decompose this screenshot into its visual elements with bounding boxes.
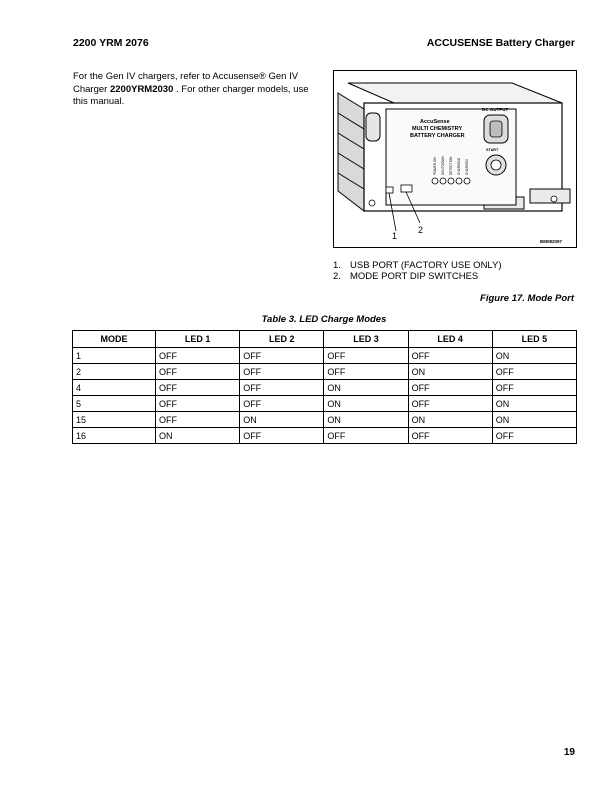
cell-led-4: OFF [408, 428, 492, 444]
led-3 [448, 178, 454, 184]
cell-led-4: OFF [408, 380, 492, 396]
col-header-mode: MODE [73, 331, 156, 348]
cell-mode: 5 [73, 396, 156, 412]
legend-item [333, 271, 502, 282]
cell-led-2: ON [240, 412, 324, 428]
cell-mode: 2 [73, 364, 156, 380]
legend-item [333, 260, 502, 271]
screw-right [551, 196, 557, 202]
cell-mode: 4 [73, 380, 156, 396]
led-5 [464, 178, 470, 184]
table-header-row [73, 331, 577, 348]
led-4 [456, 178, 462, 184]
cell-led-3: OFF [324, 364, 408, 380]
figure-legend [333, 260, 502, 282]
intro-text-before: For the Gen IV chargers, refer to Accusense® Gen IV Charger [73, 71, 299, 95]
cell-led-3: OFF [324, 348, 408, 364]
cell-led-3: ON [324, 412, 408, 428]
dip-switch-port [401, 185, 412, 192]
led-label-charging: CHARGING [457, 157, 461, 175]
cell-led-3: OFF [324, 428, 408, 444]
cell-led-5: OFF [492, 428, 576, 444]
col-header-led-1: LED 1 [156, 331, 240, 348]
brand-line-1: MULTI CHEMISTRY [412, 126, 463, 132]
dc-output-label: DC OUTPUT [482, 107, 509, 112]
led-1 [432, 178, 438, 184]
cell-led-1: OFF [156, 364, 240, 380]
table-row [73, 380, 577, 396]
callout-1: 1 [392, 231, 398, 241]
cell-mode: 16 [73, 428, 156, 444]
cell-led-4: OFF [408, 348, 492, 364]
table-row [73, 396, 577, 412]
cell-led-5: OFF [492, 364, 576, 380]
cell-led-5: OFF [492, 380, 576, 396]
cell-led-4: OFF [408, 396, 492, 412]
legend-text: USB PORT (FACTORY USE ONLY) [350, 260, 502, 271]
figure-caption: Figure 17. Mode Port [480, 293, 574, 304]
charger-side-fins [338, 93, 364, 211]
table-row [73, 428, 577, 444]
brand-line-2: BATTERY CHARGER [410, 133, 465, 139]
cell-led-2: OFF [240, 348, 324, 364]
cell-led-2: OFF [240, 364, 324, 380]
led-label-shutdown: SHUTDOWN [441, 156, 445, 175]
cell-led-3: ON [324, 396, 408, 412]
cell-led-5: ON [492, 412, 576, 428]
cell-led-2: OFF [240, 396, 324, 412]
charger-handle [366, 113, 380, 141]
led-charge-modes-table [72, 330, 577, 444]
usb-port [386, 187, 393, 193]
table-row [73, 412, 577, 428]
screw-left [369, 200, 375, 206]
intro-reference: 2200YRM2030 [109, 83, 174, 95]
intro-text-after: . For other charger models, use this manual. [73, 83, 309, 107]
figure-image-id: BM082097 [540, 239, 563, 244]
cell-led-2: OFF [240, 380, 324, 396]
led-label-charged: CHARGED [465, 159, 469, 175]
col-header-led-5: LED 5 [492, 331, 576, 348]
cell-led-1: OFF [156, 396, 240, 412]
col-header-led-3: LED 3 [324, 331, 408, 348]
cell-led-1: ON [156, 428, 240, 444]
cell-led-5: ON [492, 348, 576, 364]
cell-led-1: OFF [156, 412, 240, 428]
legend-num: 2. [333, 271, 341, 282]
legend-num: 1. [333, 260, 341, 271]
cell-mode: 1 [73, 348, 156, 364]
brand-label: AccuSense [420, 119, 450, 125]
cell-led-4: ON [408, 364, 492, 380]
col-header-led-4: LED 4 [408, 331, 492, 348]
table-caption: Table 3. LED Charge Modes [261, 314, 387, 325]
cell-led-1: OFF [156, 348, 240, 364]
header-title: ACCUSENSE Battery Charger [426, 37, 575, 49]
cell-mode: 15 [73, 412, 156, 428]
mode-port-figure [333, 70, 577, 248]
charger-foot-right [530, 189, 570, 203]
intro-paragraph [73, 71, 318, 109]
cell-led-2: OFF [240, 428, 324, 444]
cell-led-4: ON [408, 412, 492, 428]
legend-text: MODE PORT DIP SWITCHES [350, 271, 479, 282]
table-row [73, 364, 577, 380]
led-label-detection: DETECTION [449, 156, 453, 175]
led-2 [440, 178, 446, 184]
charger-illustration [334, 71, 576, 247]
callout-2: 2 [418, 225, 424, 235]
col-header-led-2: LED 2 [240, 331, 324, 348]
cell-led-3: ON [324, 380, 408, 396]
charger-top-plate [348, 83, 562, 103]
page-number: 19 [563, 747, 575, 758]
led-label-power-on: POWER ON [433, 157, 437, 175]
header-doc-number: 2200 YRM 2076 [73, 37, 149, 49]
cell-led-1: OFF [156, 380, 240, 396]
cell-led-5: ON [492, 396, 576, 412]
table-row [73, 348, 577, 364]
start-label: START [486, 148, 499, 152]
